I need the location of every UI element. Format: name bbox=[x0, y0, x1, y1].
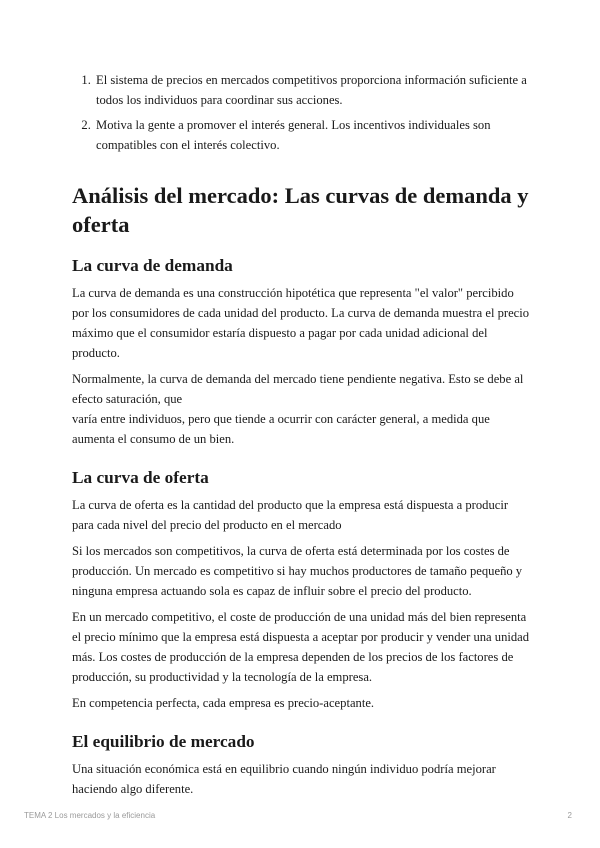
paragraph: En competencia perfecta, cada empresa es precio-aceptante. bbox=[72, 696, 375, 710]
paragraph: Si los mercados son competitivos, la curva de oferta está determinada por los costes de producción. Un mercado es competitivo si hay muchos productores de tamaño pequeño y ninguna empresa actuando sola es capaz de influir sobre el precio del producto. bbox=[72, 544, 523, 598]
page-footer bbox=[24, 811, 572, 820]
page-number: 2 bbox=[567, 811, 572, 820]
page-content bbox=[72, 70, 532, 805]
paragraph-line: Normalmente, la curva de demanda del mercado tiene pendiente negativa. Esto se debe al efecto saturación, que bbox=[72, 372, 524, 406]
subsection-title-supply: La curva de oferta bbox=[72, 468, 209, 487]
list-item: 2. Motiva la gente a promover el interés general. Los incentivos individuales son compatibles con el interés colectivo. bbox=[94, 115, 532, 155]
section-title: Análisis del mercado: Las curvas de demanda y oferta bbox=[72, 183, 529, 237]
paragraph: En un mercado competitivo, el coste de producción de una unidad más del bien representa el precio mínimo que la empresa está dispuesta a aceptar por producir y vender una unidad más. Los costes de producción de la empresa dependen de los precios de los factores de producción, su productividad y la tecnología de la empresa. bbox=[72, 610, 530, 684]
paragraph: Una situación económica está en equilibrio cuando ningún individuo podría mejorar haciendo algo diferente. bbox=[72, 762, 496, 796]
paragraph: La curva de oferta es la cantidad del producto que la empresa está dispuesta a producir para cada nivel del precio del producto en el mercado bbox=[72, 498, 509, 532]
paragraph bbox=[72, 369, 532, 449]
paragraph-line: varía entre individuos, pero que tiende a ocurrir con carácter general, a medida que aumenta el consumo de un bien. bbox=[72, 412, 490, 446]
intro-numbered-list bbox=[72, 70, 532, 155]
paragraph: La curva de demanda es una construcción hipotética que representa "el valor" percibido por los consumidores de cada unidad del producto. La curva de demanda muestra el precio máximo que el consumidor estaría dispuesto a pagar por cada unidad adicional del producto. bbox=[72, 286, 530, 360]
subsection-title-equilibrium: El equilibrio de mercado bbox=[72, 732, 255, 751]
subsection-title-demand: La curva de demanda bbox=[72, 256, 233, 275]
list-item: 1. El sistema de precios en mercados competitivos proporciona información suficiente a todos los individuos para coordinar sus acciones. bbox=[94, 70, 532, 110]
footer-text: TEMA 2 Los mercados y la eficiencia bbox=[24, 811, 156, 820]
